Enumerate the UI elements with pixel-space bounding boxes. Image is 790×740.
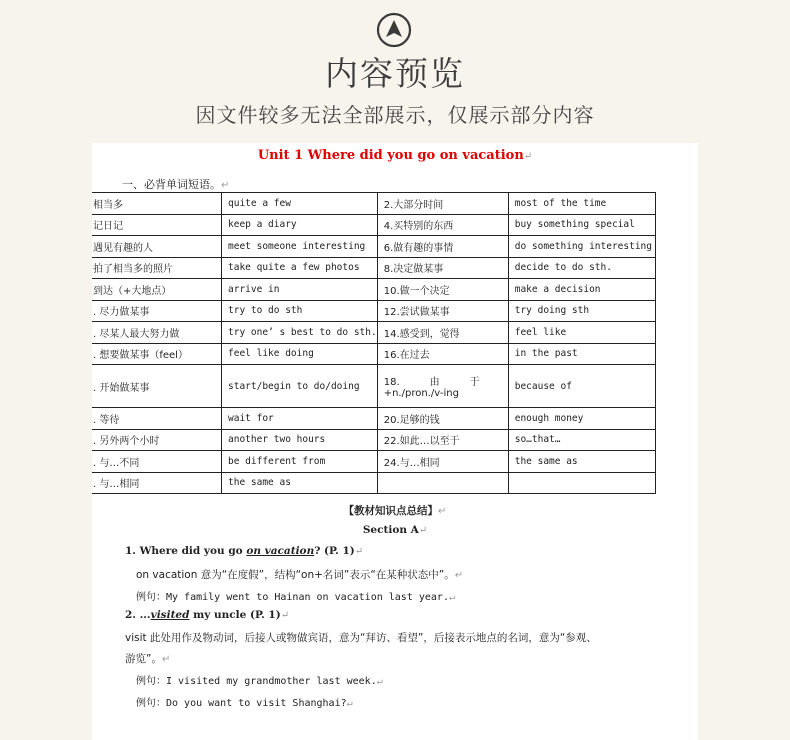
- table-cell: . 与…相同: [92, 472, 222, 494]
- table-row: [92, 408, 655, 430]
- table-cell: 24.与…相同: [377, 451, 508, 473]
- table-cell: feel like doing: [222, 343, 378, 365]
- table-cell: do something interesting: [508, 236, 655, 258]
- table-cell: 6.做有趣的事情: [377, 236, 508, 258]
- table-row: [92, 322, 655, 344]
- table-row: [92, 451, 655, 473]
- table-cell: 10.做一个决定: [377, 279, 508, 301]
- table-cell: 遇见有趣的人: [92, 236, 222, 258]
- document-title: Unit 1 Where did you go on vacation↵: [257, 148, 533, 163]
- point-1-example: 例句：My family went to Hainan on vacation last year.↵: [136, 592, 455, 603]
- table-cell: 到达（+大地点）: [92, 279, 222, 301]
- page-title: 内容预览: [325, 54, 465, 93]
- table-cell: . 与…不同: [92, 451, 222, 473]
- compass-logo-icon: [376, 12, 412, 48]
- table-row: [92, 193, 655, 215]
- table-cell: try doing sth: [508, 300, 655, 322]
- section-heading: 一、必背单词短语。↵: [122, 178, 230, 191]
- table-cell: . 想要做某事（feel）: [92, 343, 222, 365]
- table-cell: . 开始做某事: [92, 365, 222, 408]
- table-cell: because of: [508, 365, 655, 408]
- table-cell: 12.尝试做某事: [377, 300, 508, 322]
- table-row: [92, 365, 655, 408]
- table-cell: 4.买特别的东西: [377, 214, 508, 236]
- page-subtitle: 因文件较多无法全部展示，仅展示部分内容: [195, 103, 595, 127]
- table-row: [92, 279, 655, 301]
- table-cell: so…that…: [508, 429, 655, 451]
- table-cell: . 尽力做某事: [92, 300, 222, 322]
- table-cell: [508, 472, 655, 494]
- vocabulary-table: [92, 192, 656, 494]
- table-cell: 8.决定做某事: [377, 257, 508, 279]
- table-cell: 22.如此…以至于: [377, 429, 508, 451]
- knowledge-summary-heading: 【教材知识点总结】↵: [343, 505, 447, 517]
- table-row: [92, 343, 655, 365]
- table-cell: try one’ s best to do sth.: [222, 322, 378, 344]
- point-2-heading: 2. ...visited my uncle (P. 1)↵: [125, 609, 290, 621]
- table-cell: wait for: [222, 408, 378, 430]
- table-cell: 14.感受到，觉得: [377, 322, 508, 344]
- table-cell: [377, 472, 508, 494]
- table-cell: 2.大部分时间: [377, 193, 508, 215]
- table-cell: 拍了相当多的照片: [92, 257, 222, 279]
- table-cell: take quite a few photos: [222, 257, 378, 279]
- point-2-example-2: 例句：Do you want to visit Shanghai?↵: [136, 698, 353, 709]
- table-cell: in the past: [508, 343, 655, 365]
- table-cell: . 尽某人最大努力做: [92, 322, 222, 344]
- table-cell: another two hours: [222, 429, 378, 451]
- table-cell: meet someone interesting: [222, 236, 378, 258]
- table-cell: arrive in: [222, 279, 378, 301]
- table-cell: the same as: [222, 472, 378, 494]
- table-cell: 20.足够的钱: [377, 408, 508, 430]
- table-cell: enough money: [508, 408, 655, 430]
- point-1-heading: 1. Where did you go on vacation? (P. 1)↵: [125, 545, 364, 557]
- table-cell: make a decision: [508, 279, 655, 301]
- table-cell: . 等待: [92, 408, 222, 430]
- table-row: [92, 257, 655, 279]
- table-row: [92, 214, 655, 236]
- point-2-explanation-line-1: visit 此处用作及物动词，后接人或物做宾语，意为“拜访、看望”，后接表示地点的名词，意为“参观、: [125, 632, 597, 644]
- table-cell: start/begin to do/doing: [222, 365, 378, 408]
- table-cell: 相当多: [92, 193, 222, 215]
- table-row: [92, 236, 655, 258]
- point-1-explanation: on vacation 意为“在度假”，结构“on+名词”表示“在某种状态中”。↵: [136, 569, 464, 581]
- table-cell: 18. 由 于 +n./pron./v-ing: [377, 365, 508, 408]
- table-cell: the same as: [508, 451, 655, 473]
- table-cell: 记日记: [92, 214, 222, 236]
- table-cell: 16.在过去: [377, 343, 508, 365]
- table-cell: buy something special: [508, 214, 655, 236]
- table-cell: most of the time: [508, 193, 655, 215]
- table-cell: decide to do sth.: [508, 257, 655, 279]
- table-cell: keep a diary: [222, 214, 378, 236]
- section-a-heading: Section A↵: [362, 524, 428, 536]
- point-2-explanation-line-2: 游览”。↵: [125, 653, 171, 665]
- table-cell: feel like: [508, 322, 655, 344]
- table-cell: try to do sth: [222, 300, 378, 322]
- table-cell: be different from: [222, 451, 378, 473]
- point-2-example-1: 例句：I visited my grandmother last week.↵: [136, 676, 383, 687]
- table-row: [92, 472, 655, 494]
- table-row: [92, 300, 655, 322]
- table-cell: quite a few: [222, 193, 378, 215]
- document-preview: [92, 143, 698, 740]
- table-cell: . 另外两个小时: [92, 429, 222, 451]
- table-row: [92, 429, 655, 451]
